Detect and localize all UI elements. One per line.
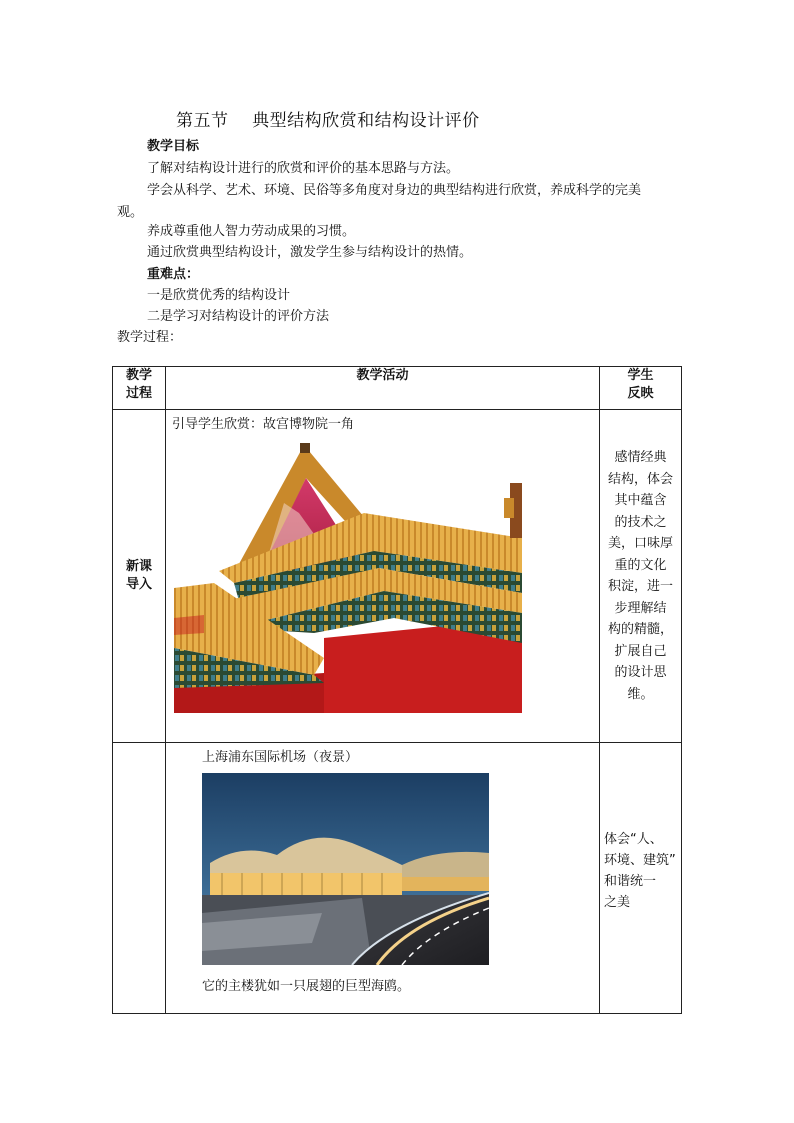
reaction-line: 美，口味厚 [607,536,673,551]
activity-caption: 引导学生欣赏：故宫博物院一角 [172,417,355,432]
reaction-line: 之美 [604,895,631,910]
pudong-airport-photo [202,773,489,965]
reaction-line: 的技术之 [614,514,667,530]
keypoints-heading: 重难点： [147,267,200,282]
reaction-line: 结构，体会 [607,471,673,487]
objective-line: 养成尊重他人智力劳动成果的习惯。 [147,224,356,239]
objective-line: 了解对结构设计进行的欣赏和评价的基本思路与方法。 [147,161,460,176]
reaction-line: 感情经典 [614,450,667,465]
reaction-line: 和谐统一 [604,874,657,889]
page-title: 第五节 典型结构欣赏和结构设计评价 [176,111,480,131]
reaction-cell [600,410,682,743]
header-text: 过程 [125,386,152,401]
activity-note: 它的主楼犹如一只展翅的巨型海鸥。 [202,979,411,994]
header-process [113,367,166,410]
reaction-cell [600,743,682,1014]
stage-text: 新课 [125,559,152,574]
table-row [113,410,682,743]
activity-caption: 上海浦东国际机场（夜景） [202,750,359,765]
table-row [113,743,682,1014]
reaction-line: 的设计思 [614,665,667,680]
table-header-row [113,367,682,410]
activity-cell [166,410,600,743]
reaction-line: 重的文化 [614,557,667,573]
reaction-line: 积淀，进一 [607,579,673,594]
process-heading: 教学过程： [117,330,183,345]
objective-line: 通过欣赏典型结构设计，激发学生参与结构设计的热情。 [147,245,473,260]
header-reaction [600,367,682,410]
activity-cell [166,743,600,1014]
stage-cell [113,410,166,743]
reaction-line: 构的精髓， [607,622,673,637]
header-text: 教学 [125,368,152,383]
reaction-line: 步理解结 [614,600,667,616]
reaction-line: 环境、建筑” [604,853,676,868]
objectives-heading: 教学目标 [147,139,200,154]
reaction-line: 其中蕴含 [614,493,667,508]
reaction-line: 扩展自己 [614,643,667,659]
reaction-spacer [604,786,677,829]
objective-line: 观。 [117,205,144,220]
keypoint-line: 二是学习对结构设计的评价方法 [147,309,330,324]
header-text: 反映 [627,386,654,401]
reaction-line: 维。 [627,686,654,702]
reaction-line: 体会“人、 [604,832,663,847]
stage-text: 导入 [125,577,152,592]
header-text: 学生 [627,368,654,383]
forbidden-city-photo [174,443,522,713]
lesson-table [112,366,682,1014]
header-activity: 教学活动 [166,367,600,410]
keypoint-line: 一是欣赏优秀的结构设计 [147,288,291,303]
objective-line: 学会从科学、艺术、环境、民俗等多角度对身边的典型结构进行欣赏，养成科学的完美 [147,183,642,198]
stage-cell [113,743,166,1014]
